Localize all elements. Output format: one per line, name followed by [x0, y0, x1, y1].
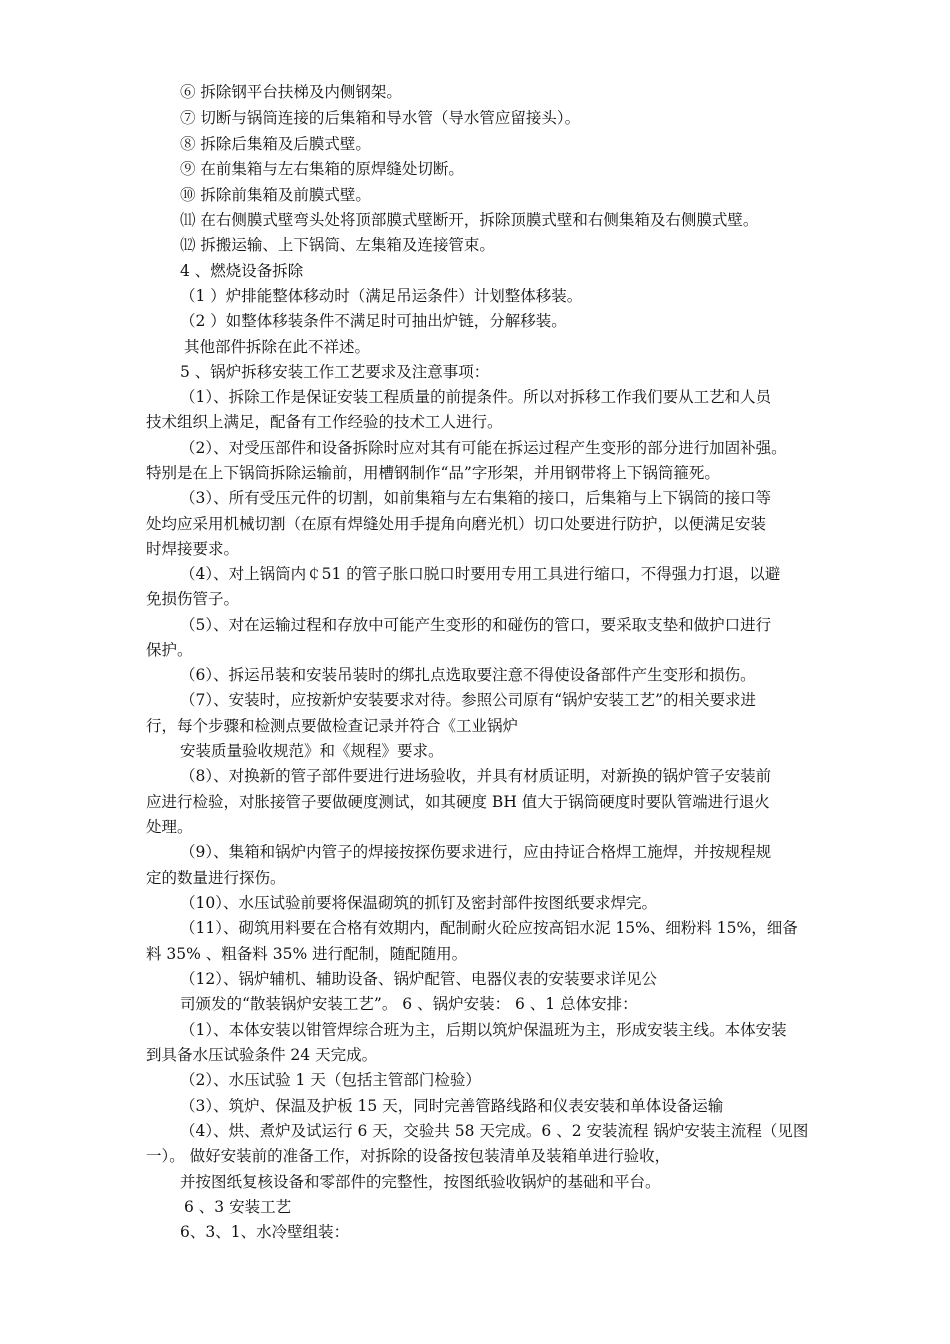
section-heading: 6 、3 安装工艺	[184, 1198, 292, 1216]
text-line: ⑨ 在前集箱与左右集箱的原焊缝处切断。	[180, 160, 464, 178]
text-line: （4）、对上锅筒内￠51 的管子胀口脱口时要用专用工具进行缩口，不得强力打退，以避	[180, 565, 781, 583]
text-line: （1）、拆除工作是保证安装工程质量的前提条件。所以对拆移工作我们要从工艺和人员	[180, 388, 772, 406]
text-line: 保护。	[146, 641, 193, 659]
text-line: （6）、拆运吊装和安装吊装时的绑扎点选取要注意不得使设备部件产生变形和损伤。	[180, 666, 756, 684]
text-line: （1）、本体安装以钳管焊综合班为主，后期以筑炉保温班为主，形成安装主线。本体安装	[180, 1021, 787, 1039]
text-line: 特别是在上下锅筒拆除运输前，用槽钢制作“品”字形架，并用钢带将上下锅筒箍死。	[146, 464, 720, 482]
text-line: 应进行检验，对胀接管子要做硬度测试，如其硬度 BH 值大于锅筒硬度时要队管端进行退火	[146, 793, 770, 811]
text-line: ⑧ 拆除后集箱及后膜式壁。	[180, 135, 371, 153]
text-line: 其他部件拆除在此不祥述。	[184, 338, 371, 356]
text-line: （2）、水压试验 1 天（包括主管部门检验）	[180, 1071, 481, 1089]
text-line: （4）、烘、煮炉及试运行 6 天，交验共 58 天完成。6 、2 安装流程 锅炉安装主流程（见图	[180, 1122, 809, 1140]
text-line: 处理。	[146, 818, 193, 836]
text-line: 一）。 做好安装前的准备工作，对拆除的设备按包装清单及装箱单进行验收，	[146, 1147, 671, 1165]
text-line: 技术组织上满足，配备有工作经验的技术工人进行。	[146, 413, 503, 431]
text-line: 到具备水压试验条件 24 天完成。	[146, 1046, 378, 1064]
text-line: 免损伤管子。	[146, 590, 240, 608]
text-line: （5）、对在运输过程和存放中可能产生变形的和碰伤的管口，要采取支垫和做护口进行	[180, 616, 772, 634]
text-line: ⑾ 在右侧膜式壁弯头处将顶部膜式壁断开，拆除顶膜式壁和右侧集箱及右侧膜式壁。	[180, 211, 759, 229]
text-line: （3）、所有受压元件的切割，如前集箱与左右集箱的接口，后集箱与上下锅筒的接口等	[180, 489, 772, 507]
section-heading: 6、3、1、水冷壁组装：	[180, 1223, 350, 1241]
text-line: ⑿ 拆搬运输、上下锅筒、左集箱及连接管束。	[180, 236, 495, 254]
text-line: 处均应采用机械切割（在原有焊缝处用手提角向磨光机）切口处要进行防护，以便满足安装	[146, 515, 767, 533]
section-heading: 4 、燃烧设备拆除	[180, 262, 304, 280]
text-line: （12）、锅炉辅机、辅助设备、锅炉配管、电器仪表的安装要求详见公	[180, 970, 657, 988]
text-line: ⑩ 拆除前集箱及前膜式壁。	[180, 186, 371, 204]
text-line: （7）、安装时，应按新炉安装要求对待。参照公司原有“锅炉安装工艺”的相关要求进	[180, 691, 756, 709]
text-line: （8）、对换新的管子部件要进行进场验收，并具有材质证明，对新换的锅炉管子安装前	[180, 767, 772, 785]
text-line: ⑥ 拆除钢平台扶梯及内侧钢架。	[180, 83, 402, 101]
section-heading: 5 、锅炉拆移安装工作工艺要求及注意事项：	[180, 363, 490, 381]
text-line: 定的数量进行探伤。	[146, 869, 286, 887]
text-line: （2 ）如整体移装条件不满足时可抽出炉链，分解移装。	[180, 312, 567, 330]
text-line: 时焊接要求。	[146, 540, 240, 558]
text-line: 并按图纸复核设备和零部件的完整性，按图纸验收锅炉的基础和平台。	[180, 1173, 661, 1191]
text-line: 行，每个步骤和检测点要做检查记录并符合《工业锅炉	[146, 717, 519, 735]
text-line: 安装质量验收规范》和《规程》要求。	[180, 742, 444, 760]
text-line: （3）、筑炉、保温及护板 15 天，同时完善管路线路和仪表安装和单体设备运输	[180, 1097, 724, 1115]
text-line: （2）、对受压部件和设备拆除时应对其有可能在拆运过程产生变形的部分进行加固补强。	[180, 439, 787, 457]
text-line: （1 ）炉排能整体移动时（满足吊运条件）计划整体移装。	[180, 287, 583, 305]
text-line: （9）、集箱和锅炉内管子的焊接按探伤要求进行，应由持证合格焊工施焊，并按规程规	[180, 843, 772, 861]
text-line: （11）、砌筑用料要在合格有效期内，配制耐火砼应按高铝水泥 15%、细粉料 15%，细备	[180, 919, 798, 937]
text-line: ⑦ 切断与锅筒连接的后集箱和导水管（导水管应留接头）。	[180, 109, 581, 127]
text-line: （10）、水压试验前要将保温砌筑的抓钉及密封部件按图纸要求焊完。	[180, 894, 657, 912]
text-line: 料 35% 、粗备料 35% 进行配制，随配随用。	[146, 945, 468, 963]
text-line: 司颁发的“散装锅炉安装工艺”。 6 、锅炉安装： 6 、1 总体安排：	[180, 995, 638, 1013]
